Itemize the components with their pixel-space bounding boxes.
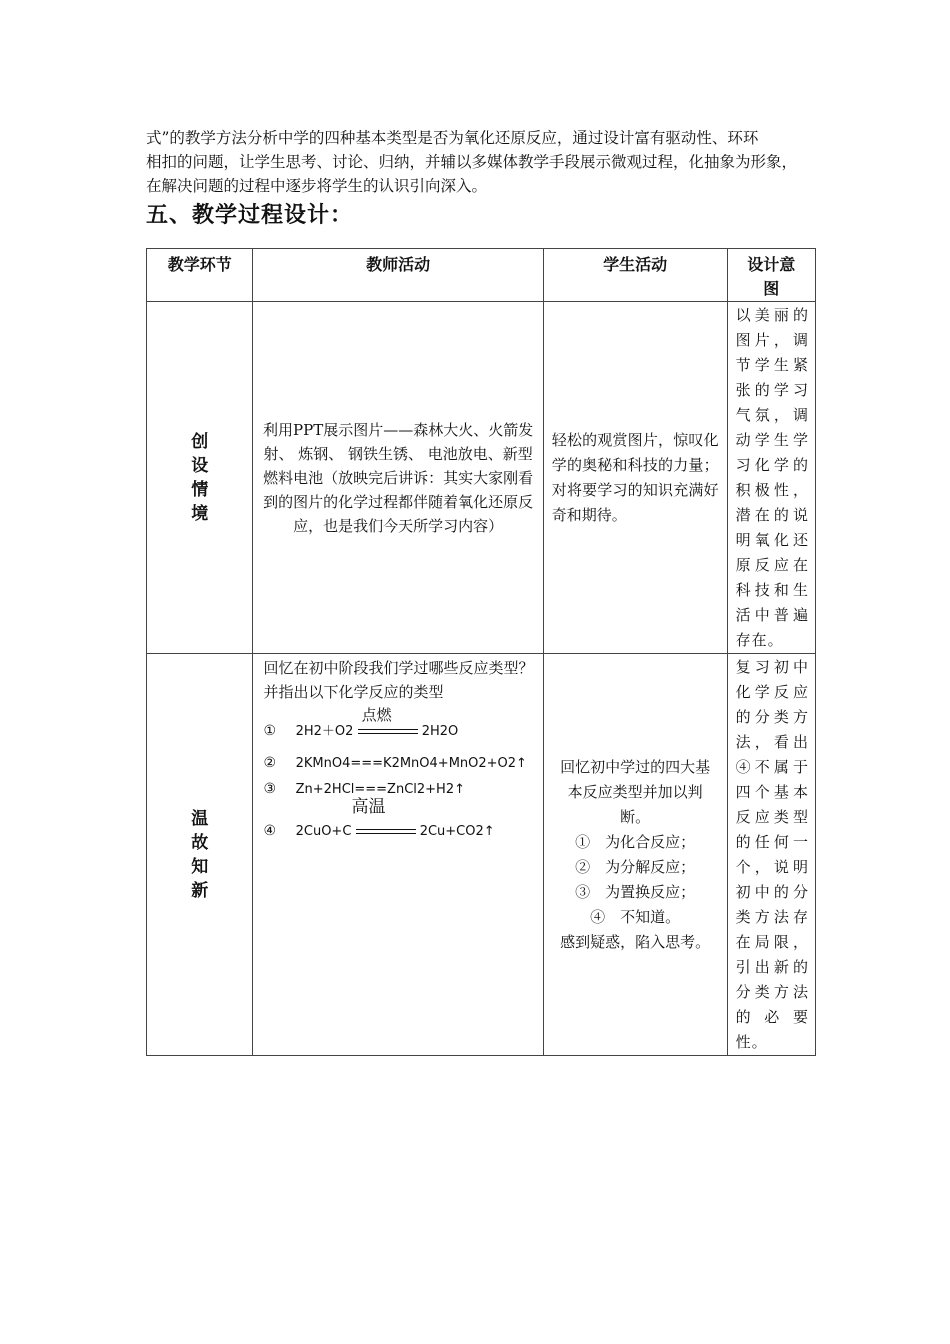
student-reaction: 感到疑惑，陷入思考。 (560, 932, 711, 951)
table-row (147, 654, 816, 1056)
recall-question: 回忆在初中阶段我们学过哪些反应类型？并指出以下化学反应的类型 (263, 659, 534, 701)
teaching-process-table (146, 248, 816, 1056)
header-teacher: 教师活动 (253, 249, 543, 302)
equation-double-bar (358, 729, 418, 734)
equation-reactants: 2H2＋O2 (295, 724, 354, 739)
design-intent (727, 302, 815, 654)
header-stage: 教学环节 (147, 249, 253, 302)
design-intent (727, 654, 815, 1056)
intro-paragraph (146, 126, 816, 198)
student-activity-text: 轻松的观赏图片，惊叹化学的奥秘和科技的力量；对将要学习的知识充满好奇和期待。 (551, 430, 719, 524)
stage-char: 创 (191, 431, 209, 452)
equation-4 (263, 797, 534, 844)
stage-char: 设 (191, 455, 209, 476)
stage-char: 境 (191, 503, 209, 524)
equation-double-bar (356, 829, 416, 834)
reaction-condition: 高温 (351, 797, 386, 817)
stage-char: 温 (191, 808, 209, 829)
intro-line: 在解决问题的过程中逐步将学生的认识引向深入。 (146, 177, 488, 195)
teacher-activity-text: 利用PPT展示图片——森林大火、火箭发射、 炼钢、 钢铁生锈、 电池放电、新型燃料电池（放映完后讲诉：其实大家刚看到的图片的化学过程都伴随着氧化还原反应，也是我们今天所学习内容） (263, 420, 534, 535)
stage-char: 情 (191, 479, 209, 500)
header-student: 学生活动 (543, 249, 727, 302)
equation-number: ③ (263, 781, 277, 797)
equation-text: Zn+2HCl===ZnCl2+H2↑ (295, 782, 465, 797)
intro-line: 式”的教学方法分析中学的四种基本类型是否为氧化还原反应，通过设计富有驱动性、环环 (146, 129, 759, 147)
design-intent-text: 复习初中化学反应的分类方法，看出④不属于四个基本反应类型的任何一个，说明初中的分类方法存在局限，引出新的分类方法的必要性。 (735, 658, 809, 1051)
equation-1 (263, 706, 534, 744)
student-answer: ② 为分解反应； (575, 857, 696, 876)
equation-number: ④ (263, 823, 277, 839)
table-header-row (147, 249, 816, 302)
design-intent-text: 以美丽的图片，调节学生紧张的学习气氛，调动学生学习化学的积极性，潜在的说明氧化还原反应在科技和生活中普遍存在。 (735, 306, 809, 649)
stage-char: 知 (191, 856, 209, 877)
teacher-activity (253, 302, 543, 654)
reaction-condition: 点燃 (361, 706, 392, 724)
equation-products: 2Cu+CO2↑ (419, 824, 495, 839)
equation-reactants: 2CuO+C (295, 824, 352, 839)
student-activity (543, 654, 727, 1056)
student-activity (543, 302, 727, 654)
stage-char: 故 (191, 832, 209, 853)
student-activity-text: 回忆初中学过的四大基本反应类型并加以判断。 (560, 757, 711, 826)
student-answer: ① 为化合反应； (575, 832, 696, 851)
section-title: 五、教学过程设计： (146, 203, 354, 228)
equation-text: 2KMnO4===K2MnO4+MnO2+O2↑ (295, 756, 527, 771)
equation-products: 2H2O (421, 724, 459, 739)
equation-3 (263, 776, 534, 802)
student-answer: ④ 不知道。 (590, 907, 681, 926)
stage-cell (147, 654, 253, 1056)
table-row (147, 302, 816, 654)
equation-number: ② (263, 755, 277, 771)
equation-2 (263, 750, 534, 776)
equation-number: ① (263, 723, 277, 739)
teacher-activity (253, 654, 543, 1056)
student-answer: ③ 为置换反应； (575, 882, 696, 901)
stage-cell (147, 302, 253, 654)
stage-char: 新 (191, 880, 209, 901)
intro-line: 相扣的问题，让学生思考、讨论、归纳，并辅以多媒体教学手段展示微观过程，化抽象为形象， (146, 153, 798, 171)
header-intent: 设计意图 (727, 249, 815, 302)
